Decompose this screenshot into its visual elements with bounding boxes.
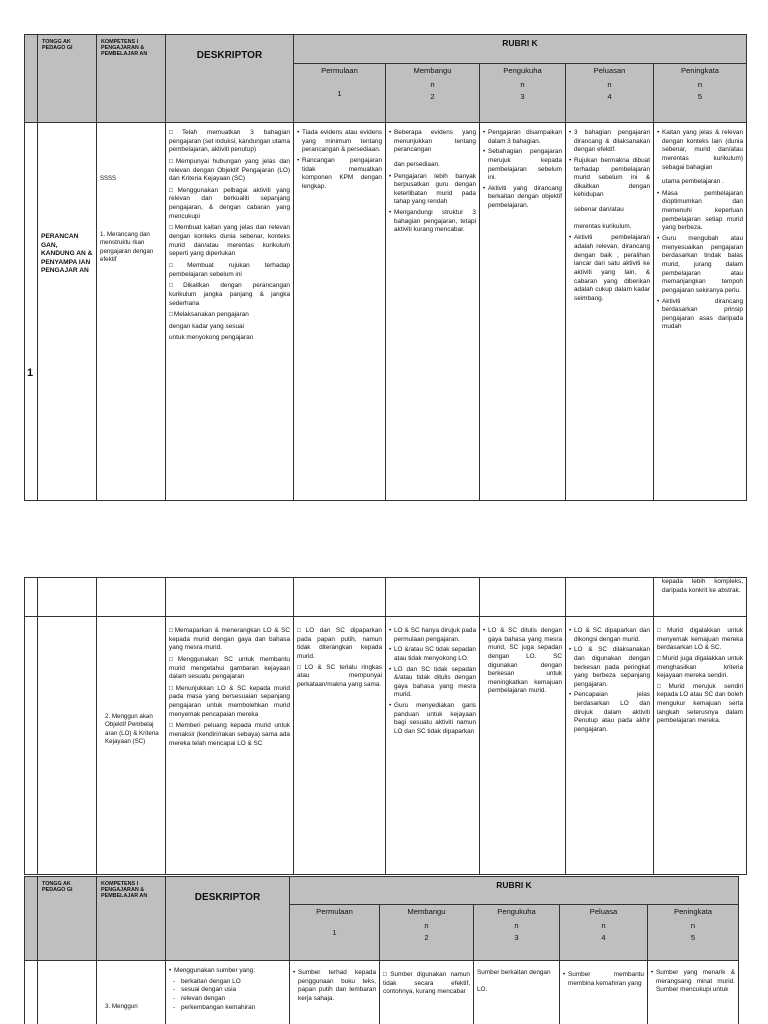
criterion-item: □ Murid juga digalakkan untuk menghasilkan kriteria kejayaan mereka sendiri. [657, 655, 743, 681]
level-3-cell [474, 961, 560, 1024]
level-3-cell [480, 617, 566, 875]
level-1-header: Permulaan 1 [290, 905, 380, 961]
criterion-item: • Sumber terhad kepada penggunaan buku teks, papan putih dan lembaran kerja sahaja. [293, 969, 376, 1004]
criterion-item: • LO & SC ditulis dengan gaya bahasa yang mesra murid, SC juga sepadan dengan LO. SC digunakan dengan berkesan untuk meningkatkan kemajuan pembelajaran murid. [483, 627, 562, 696]
blank-cell [294, 578, 386, 617]
descriptor-2-cell [166, 617, 294, 875]
domain-name: PERANCAN GAN, KANDUNG AN & PENYAMPA IAN PENGAJAR AN [38, 123, 97, 501]
criterion-item: • LO dan SC tidak sepadan &/atau tidak ditulis dengan gaya bahasa yang mesra murid. [389, 666, 476, 701]
header-kompetensi: KOMPETENS I PENGAJARAN & PEMBELAJAR AN [97, 35, 166, 123]
level-2-header: Membangu n 2 [386, 64, 480, 123]
criterion-item: • Sebahagian pengajaran merujuk kepada pembelajaran sebelum ini. [483, 148, 562, 183]
blank-cell [25, 961, 38, 1024]
level-3-header: Pengukuha n 3 [474, 905, 560, 961]
criterion-item: • 3 bahagian pengajaran dirancang & dilaksanakan dengan efektif. [569, 129, 650, 155]
criterion-item: • Pencapaian jelas berdasarkan LO dan dirujuk dalam aktiviti Penutup atau pada akhir pengajaran. [569, 691, 650, 734]
header-deskriptor: DESKRIPTOR [166, 35, 294, 123]
header-rubrik: RUBRI K [294, 35, 747, 64]
criterion-item: • Beberapa evidens yang menunjukkan tentang perancangan [389, 129, 476, 155]
level-3-cell [480, 123, 566, 501]
descriptor-3-cell [166, 961, 290, 1024]
blank-cell [25, 578, 38, 617]
descriptor-item: □ Memaparkan & menerangkan LO & SC kepada murid dengan gaya dan bahasa yang mesra murid. [169, 627, 290, 653]
criterion-item: utama pembelajaran . [662, 178, 724, 186]
criterion-item: • Aktiviti dirancang berdasarkan prinsip pengajaran asas daripada mudah [657, 298, 743, 333]
level-1-cell [290, 961, 380, 1024]
descriptor-subitem: - relevan dengan [173, 995, 286, 1004]
criterion-item: • Guru menyediakan garis panduan untuk kejayaan bagi sesuatu aktiviti namun LO dan SC tidak dipaparkan [389, 702, 476, 737]
level-4-header: Peluasan n 4 [566, 64, 654, 123]
competency-3: 3. Menggun [97, 961, 166, 1024]
level-5-header: Peningkata n 5 [654, 64, 747, 123]
criterion-item: • LO &/atau SC tidak sepadan atau tidak menyokong LO. [389, 646, 476, 663]
criterion-item: • Aktiviti yang dirancang berkaitan dengan objektif pembelajaran. [483, 185, 562, 211]
header-blank [25, 35, 38, 123]
rubric-table-part-3 [24, 876, 739, 1024]
criterion-item: • Sumber yang menarik & merangsang minat murid. Sumber mencukupi untuk [651, 969, 735, 995]
level-5-continuation: kepada lebih kompleks, daripada konkrit ke abstrak. [654, 578, 747, 617]
header-tonggak: TONGG AK PEDAGO GI [38, 35, 97, 123]
blank-cell [97, 578, 166, 617]
descriptor-item: • Menggunakan sumber yang: [169, 967, 286, 976]
descriptor-item: □ Telah memuatkan 3 bahagian pengajaran (set induksi, kandungan utama pembelajaran, aktiviti penutup) [169, 129, 290, 155]
header-deskriptor: DESKRIPTOR [166, 877, 290, 961]
level-5-cell [654, 123, 747, 501]
level-5-cell [648, 961, 739, 1024]
blank-cell [166, 578, 294, 617]
criterion-item: • Sumber membantu membina kemahiran yang [563, 971, 644, 988]
criterion-item: • Rujukan bermakna dibuat terhadap pembelajaran murid sebelum ini & dikaitkan dengan kehidupan [569, 157, 650, 200]
descriptor-item: □ Dikaitkan dengan perancangan kurikulum jangka panjang & jangka sederhana [169, 282, 290, 308]
descriptor-item: □ Mempunyai hubungan yang jelas dan relevan dengan Objektif Pengajaran (LO) dan Kriteria Kejayaan (SC) [169, 158, 290, 184]
descriptor-item: □ Menunjukkan LO & SC kepada murid pada masa yang bersesuaian sepanjang pengajaran untuk membolehkan murid menyemak pencapaian mereka [169, 685, 290, 720]
criterion-item: • Guru mengubah atau menyesuaikan pengajaran berdasarkan tindak balas murid, jurang dalam pembelajaran atau memanjangkan tempoh pengajaran sekiranya perlu. [657, 235, 743, 295]
descriptor-item: □ Memberi peluang kepada murid untuk menaksir (kendiri/rakan sebaya) sama ada mereka telah mencapai LO & SC [169, 722, 290, 748]
header-rubrik: RUBRI K [290, 877, 739, 905]
level-1-header: Permulaan 1 [294, 64, 386, 123]
level-2-cell [386, 123, 480, 501]
level-5-cell [654, 617, 747, 875]
competency-1-cell [97, 123, 166, 501]
level-4-header: Peluasa n 4 [560, 905, 648, 961]
blank-cell [566, 578, 654, 617]
competency-1: 1. Merancang dan menstruktu rkan pengajaran dengan efektif [100, 231, 154, 264]
header-kompetensi: KOMPETENS I PENGAJARAN & PEMBELAJAR AN [97, 877, 166, 961]
criterion-item: □ LO dan SC dipaparkan pada papan putih, namun tidak diterangkan kepada murid. [297, 627, 382, 662]
criterion-item: sebenar dan/atau [574, 206, 624, 214]
descriptor-item: □ Membuat rujukan terhadap pembelajaran sebelum ini [169, 262, 290, 279]
level-2-cell [380, 961, 474, 1024]
descriptor-subitem: - perkembangan kemahiran [173, 1004, 286, 1013]
blank-cell [386, 578, 480, 617]
blank-cell [38, 617, 97, 875]
descriptor-item: □ Menggunakan SC untuk membantu murid mengetahui gambaran kejayaan dalam sesuatu pengajaran [169, 656, 290, 682]
criterion-item: Sumber berkaitan dengan [477, 969, 551, 976]
criterion-item: • LO & SC hanya dirujuk pada permulaan pengajaran. [389, 627, 476, 644]
descriptor-item: □ Melaksanakan pengajaran [169, 311, 290, 320]
row-number: 1 [27, 367, 34, 379]
rubric-table-part-1 [24, 34, 747, 501]
criterion-item: • Masa pembelajaran dioptimumkan dan memenuhi keperluan pembelajaran setiap murid yang berbeza. [657, 190, 743, 233]
level-3-header: Pengukuha n 3 [480, 64, 566, 123]
blank-cell [38, 578, 97, 617]
blank-cell [25, 617, 38, 875]
criterion-item: □ Sumber digunakan namun tidak secara efektif, contohnya, kurang mencabar [383, 971, 470, 997]
criterion-item: merentas kurikulum. [574, 222, 632, 230]
descriptor-1-cell [166, 123, 294, 501]
level-2-header: Membangu n 2 [380, 905, 474, 961]
level-5-header: Peningkata n 5 [648, 905, 739, 961]
blank-cell [38, 961, 97, 1024]
criterion-item: • LO & SC dilaksanakan dan digunakan dengan berkesan pada peringkat yang berbeza sepanjang pengajaran. [569, 646, 650, 689]
criterion-item: • Tiada evidens atau evidens yang minimum tentang perancangan & persediaan. [297, 129, 382, 155]
header-tonggak: TONGG AK PEDAGO GI [38, 877, 97, 961]
criterion-item: □ LO & SC terlalu ringkas atau mempunyai perkataan/makna yang sama. [297, 664, 382, 690]
level-1-cell [294, 123, 386, 501]
descriptor-item: □ Menggunakan pelbagai aktiviti yang relevan dan berkualiti sepanjang pengajaran, & dengan cabaran yang mencukupi [169, 187, 290, 222]
competency-2: 2. Menggun akan Objektif Pembelaj aran (LO) & Kriteria Kejayaan (SC) [97, 617, 166, 875]
header-blank [25, 877, 38, 961]
level-2-cell [386, 617, 480, 875]
criterion-item: • Pengajaran lebih banyak berpusatkan guru dengan keterlibatan murid pada tahap yang rendah [389, 173, 476, 208]
descriptor-item: □ Membuat kaitan yang jelas dan relevan dengan konteks dunia sebenar, konteks murid dan/atau merentas kurikulum seperti yang diperlukan [169, 224, 290, 259]
criterion-item: • Kaitan yang jelas & relevan dengan konteks lain (dunia sebenar, murid dan/atau merentas kurikulum) sebagai bahagian [657, 129, 743, 172]
criterion-item: dan persediaan. [394, 160, 440, 168]
level-1-cell [294, 617, 386, 875]
descriptor-item: dengan kadar yang sesuai [169, 322, 244, 330]
level-4-cell [566, 123, 654, 501]
criterion-item: • Pengajaran disampaikan dalam 3 bahagian. [483, 129, 562, 146]
criterion-item: • Rancangan pengajaran tidak memuatkan komponen KPM dengan lengkap. [297, 157, 382, 192]
blank-cell [480, 578, 566, 617]
level-4-cell [560, 961, 648, 1024]
descriptor-item: untuk menyokong pengajaran [169, 334, 254, 342]
criterion-item: □ Murid merujuk sendiri kepada LO atau SC dan boleh mengukur kemajuan serta langkah seterusnya dalam pembelajaran mereka. [657, 683, 743, 726]
criterion-item: • Aktiviti pembelajaran adalah relevan, dirancang dengan baik , peralihan lancar dari satu aktiviti ke aktiviti yang lain, & cabaran yang diberikan adalah cukup dalam kadar seimbang. [569, 234, 650, 303]
criterion-item: • Mengandungi struktur 3 bahagian pengajaran, tetapi aktiviti kurang mencabar. [389, 209, 476, 235]
criterion-item: • LO & SC dipaparkan dan dikongsi dengan murid. [569, 627, 650, 644]
descriptor-subitem: - sesuai dengan usia [173, 986, 286, 995]
level-4-cell [566, 617, 654, 875]
row-number-cell [25, 123, 38, 501]
criterion-item: LO. [477, 985, 488, 993]
rubric-table-part-2 [24, 577, 747, 875]
criterion-item: □ Murid digalakkan untuk menyemak kemajuan mereka berdasarkan LO & SC. [657, 627, 743, 653]
descriptor-subitem: - berkaitan dengan LO [173, 978, 286, 987]
ssss-label: SSSS [100, 176, 117, 182]
